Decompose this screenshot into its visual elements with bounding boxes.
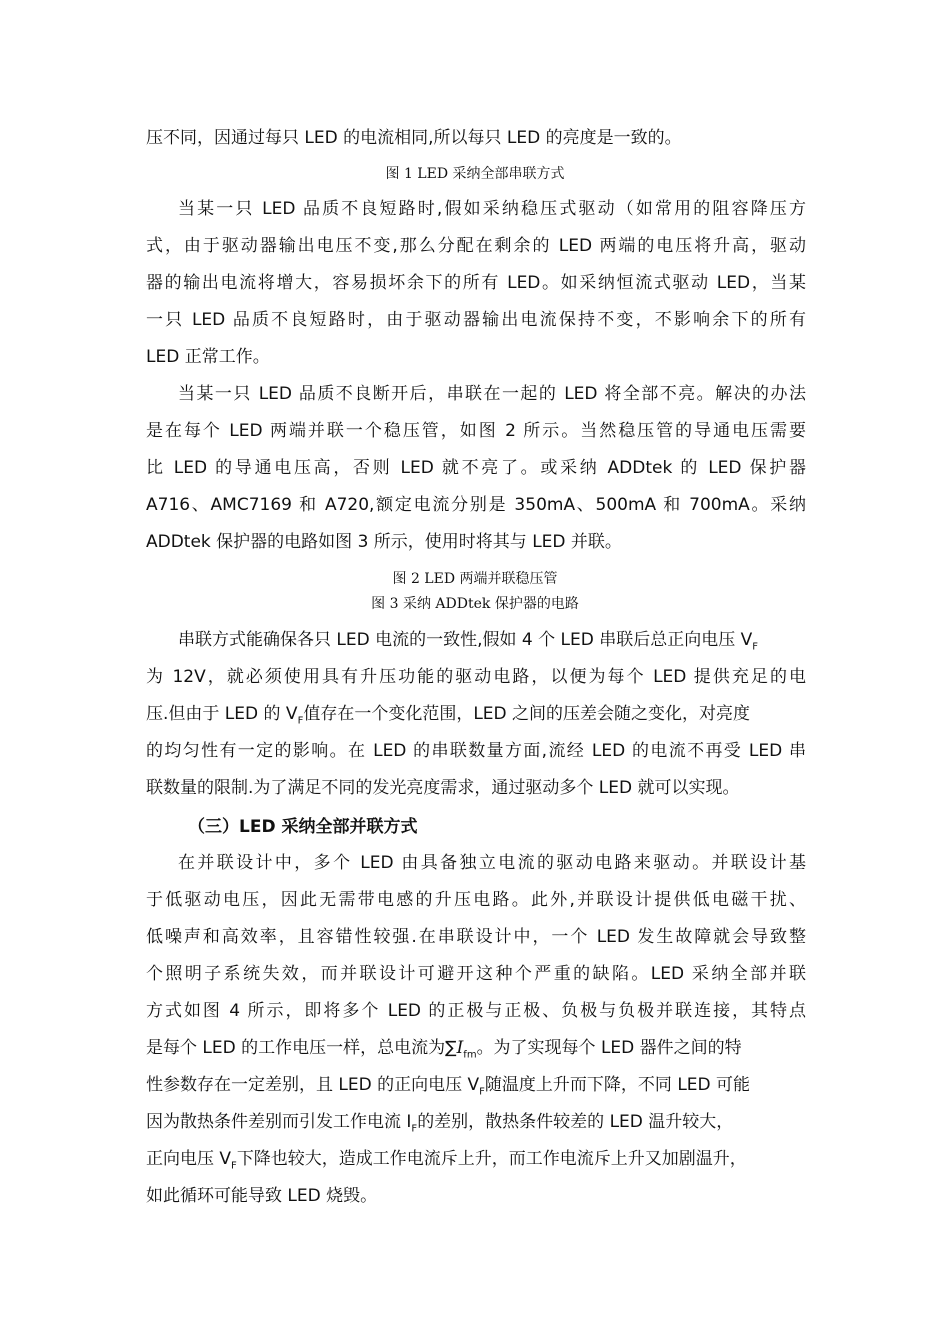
paragraph-line-ifm bbox=[146, 1037, 806, 1066]
line-text: 性参数存在一定差别，且 LED 的正向电压 V bbox=[146, 1075, 480, 1095]
paragraph-line: ADDtek 保护器的电路如图 3 所示，使用时将其与 LED 并联。 bbox=[146, 532, 622, 552]
line-text: 压.但由于 LED 的 V bbox=[146, 704, 298, 724]
subscript-f: F bbox=[411, 1123, 418, 1135]
line-text: 值存在一个变化范围，LED 之间的压差会随之变化，对亮度 bbox=[303, 704, 751, 724]
subscript-f: F bbox=[297, 715, 304, 727]
paragraph-line: 方式如图 4 所示，即将多个 LED 的正极与正极、负极与负极并联连接，其特点 bbox=[146, 1001, 806, 1021]
paragraph-line-vf bbox=[178, 629, 806, 658]
paragraph-line-vf2 bbox=[146, 703, 806, 732]
paragraph-line: 压不同，因通过每只 LED 的电流相同,所以每只 LED 的亮度是一致的。 bbox=[146, 128, 682, 148]
line-text: 的差别，散热条件较差的 LED 温升较大， bbox=[417, 1112, 734, 1132]
paragraph-line: 是在每个 LED 两端并联一个稳压管，如图 2 所示。当然稳压管的导通电压需要 bbox=[146, 421, 806, 441]
figure-caption-1: 图 1 LED 采纳全部串联方式 bbox=[385, 166, 565, 182]
subscript-f: F bbox=[479, 1086, 485, 1098]
paragraph-line: 在并联设计中，多个 LED 由具备独立电流的驱动电路来驱动。并联设计基 bbox=[178, 853, 806, 873]
paragraph-line-if bbox=[146, 1111, 806, 1140]
line-text: 下降也较大，造成工作电流斥上升，而工作电流斥上升又加剧温升， bbox=[236, 1149, 747, 1169]
paragraph-line: 的均匀性有一定的影响。在 LED 的串联数量方面,流经 LED 的电流不再受 LED 串 bbox=[146, 741, 806, 761]
paragraph-line: 当某一只 LED 品质不良短路时,假如采纳稳压式驱动（如常用的阻容降压方 bbox=[178, 199, 806, 219]
subscript-f: F bbox=[752, 641, 759, 653]
line-text: 因为散热条件差别而引发工作电流 I bbox=[146, 1112, 412, 1132]
line-text: 。为了实现每个 LED 器件之间的特 bbox=[476, 1038, 742, 1058]
paragraph-line-vf3 bbox=[146, 1074, 806, 1103]
paragraph-line: 比 LED 的导通电压高，否则 LED 就不亮了。或采纳 ADDtek 的 LED 保护器 bbox=[146, 458, 806, 478]
paragraph-line: 当某一只 LED 品质不良断开后，串联在一起的 LED 将全部不亮。解决的办法 bbox=[178, 384, 806, 404]
line-text: 正向电压 V bbox=[146, 1149, 232, 1169]
figure-caption-3: 图 3 采纳 ADDtek 保护器的电路 bbox=[371, 596, 579, 612]
paragraph-line: 式，由于驱动器输出电压不变,那么分配在剩余的 LED 两端的电压将升高，驱动 bbox=[146, 236, 806, 256]
paragraph-line: 一只 LED 品质不良短路时，由于驱动器输出电流保持不变，不影响余下的所有 bbox=[146, 310, 806, 330]
paragraph-line: 器的输出电流将增大，容易损坏余下的所有 LED。如采纳恒流式驱动 LED，当某 bbox=[146, 273, 806, 293]
paragraph-line: 个照明子系统失效，而并联设计可避开这种个严重的缺陷。LED 采纳全部并联 bbox=[146, 964, 806, 984]
paragraph-line-vf4 bbox=[146, 1148, 806, 1177]
line-text: 是每个 LED 的工作电压一样，总电流为∑ bbox=[146, 1038, 457, 1058]
subscript-fm: fm bbox=[463, 1049, 477, 1061]
paragraph-line: A716、AMC7169 和 A720,额定电流分别是 350mA、500mA 和 700mA。采纳 bbox=[146, 495, 806, 515]
paragraph-line: 于低驱动电压，因此无需带电感的升压电路。此外,并联设计提供低电磁干扰、 bbox=[146, 890, 806, 910]
paragraph-line: 为 12V，就必须使用具有升压功能的驱动电路，以便为每个 LED 提供充足的电 bbox=[146, 667, 806, 687]
section-heading: （三）LED 采纳全部并联方式 bbox=[188, 817, 418, 837]
line-text: 随温度上升而下降，不同 LED 可能 bbox=[484, 1075, 751, 1095]
paragraph-line: 联数量的限制.为了满足不同的发光亮度需求，通过驱动多个 LED 就可以实现。 bbox=[146, 778, 740, 798]
i-symbol: I bbox=[456, 1038, 464, 1058]
paragraph-line: 低噪声和高效率，且容错性较强.在串联设计中，一个 LED 发生故障就会导致整 bbox=[146, 927, 806, 947]
subscript-f: F bbox=[231, 1160, 237, 1172]
paragraph-line: 如此循环可能导致 LED 烧毁。 bbox=[146, 1186, 378, 1206]
figure-caption-2: 图 2 LED 两端并联稳压管 bbox=[392, 571, 558, 587]
paragraph-line: LED 正常工作。 bbox=[146, 347, 270, 367]
line-text: 串联方式能确保各只 LED 电流的一致性,假如 4 个 LED 串联后总正向电压 V bbox=[178, 630, 753, 650]
